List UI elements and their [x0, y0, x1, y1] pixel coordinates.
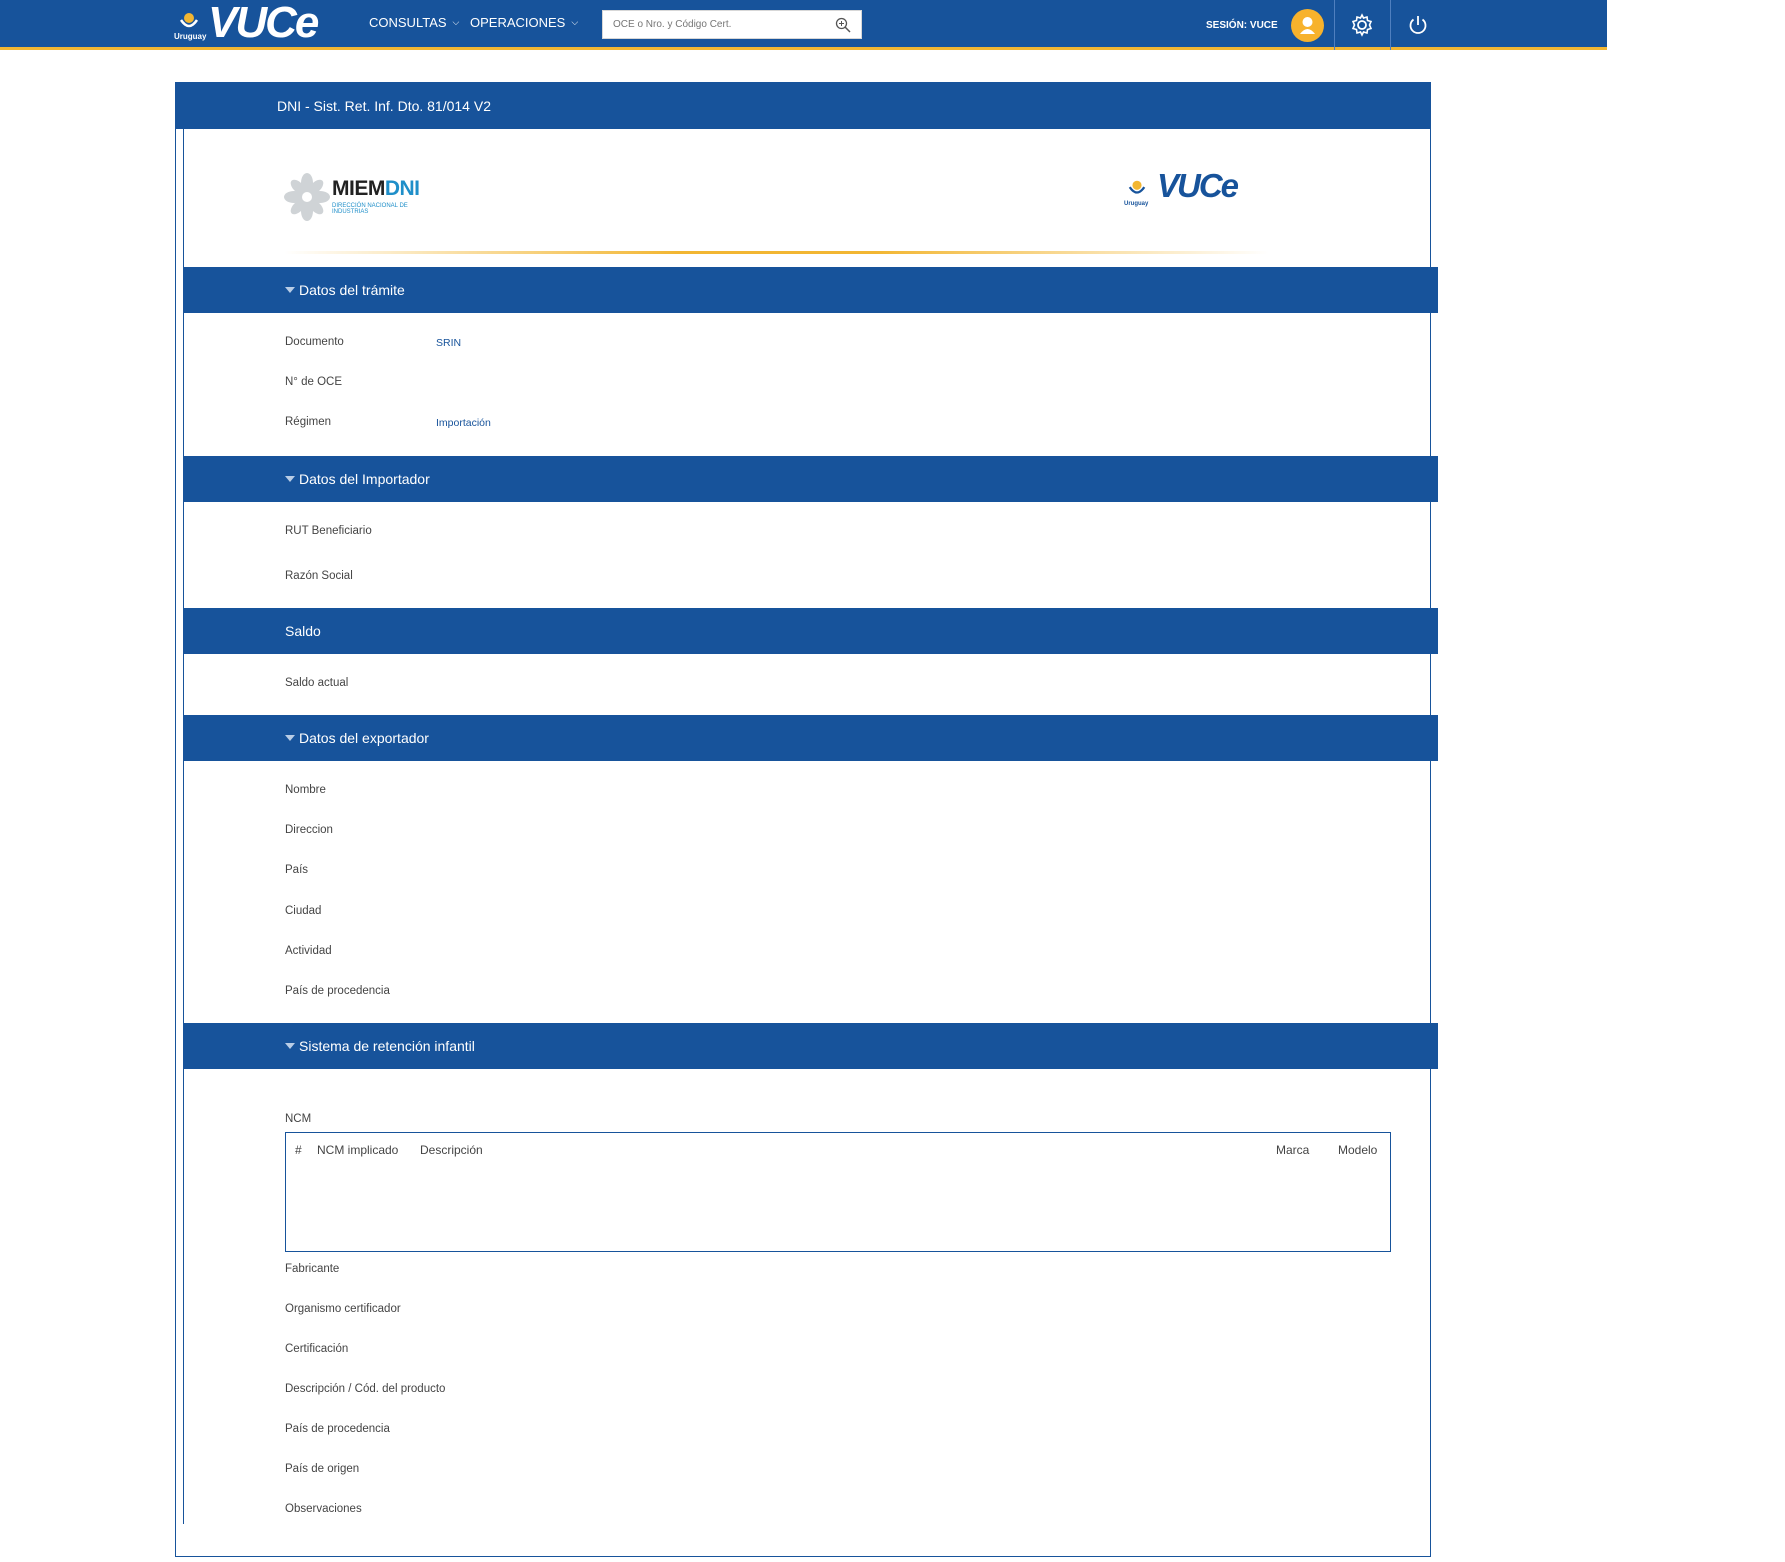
document-panel: [175, 82, 1431, 1557]
search-box: [602, 10, 862, 39]
miem-dni-wordmark: MIEMDNI: [332, 177, 420, 200]
vuce-logo-secondary: [1124, 169, 1269, 219]
divider: [1334, 0, 1335, 50]
field-label-regimen: Régimen: [285, 416, 332, 428]
field-label-direccion: Direccion: [285, 824, 333, 836]
nav-operaciones-label: OPERACIONES: [470, 15, 566, 30]
brand-word: VUCe: [208, 0, 318, 47]
table-header-ncm: NCM implicado: [317, 1143, 399, 1157]
field-label-rut: RUT Beneficiario: [285, 525, 372, 537]
field-label-saldo-actual: Saldo actual: [285, 677, 349, 689]
header-logos: [284, 169, 1269, 239]
nav-consultas[interactable]: [369, 15, 459, 30]
section-title: Datos del trámite: [299, 282, 405, 298]
section-header-saldo: [184, 608, 1438, 654]
brand-word: VUCe: [1157, 167, 1238, 204]
chevron-down-icon: ⌵: [452, 17, 460, 27]
divider: [1390, 0, 1391, 50]
gear-icon[interactable]: [1350, 13, 1374, 42]
field-label-ncm: NCM: [285, 1113, 312, 1125]
caret-down-icon: [285, 476, 295, 482]
brand-country: Uruguay: [174, 32, 207, 41]
nav-operaciones[interactable]: [470, 15, 578, 30]
field-label-documento: Documento: [285, 336, 344, 348]
field-label-pais-origen: País de origen: [285, 1463, 360, 1475]
nav-consultas-label: CONSULTAS: [369, 15, 447, 30]
field-label-nombre: Nombre: [285, 784, 326, 796]
top-navbar: [0, 0, 1607, 50]
search-input[interactable]: [603, 11, 843, 38]
table-header-descripcion: Descripción: [420, 1143, 483, 1157]
gold-divider: [284, 251, 1269, 254]
table-header-index: #: [295, 1143, 302, 1157]
session-label: SESIÓN: VUCE: [1206, 20, 1278, 31]
section-title: Saldo: [285, 623, 321, 639]
section-header-importador[interactable]: [184, 456, 1438, 502]
field-label-descripcion-producto: Descripción / Cód. del producto: [285, 1383, 446, 1395]
search-icon[interactable]: [835, 17, 851, 38]
field-label-oce: N° de OCE: [285, 376, 343, 388]
field-label-razon-social: Razón Social: [285, 570, 353, 582]
brand-country: Uruguay: [1124, 201, 1149, 207]
field-value-documento: SRIN: [436, 337, 462, 349]
caret-down-icon: [285, 287, 295, 293]
uruguay-sun-icon: [1127, 178, 1147, 198]
section-header-sri[interactable]: [184, 1023, 1438, 1069]
uruguay-sun-icon: [178, 10, 200, 32]
field-label-organismo: Organismo certificador: [285, 1303, 401, 1315]
vuce-logo[interactable]: [172, 0, 318, 47]
section-title: Datos del exportador: [299, 730, 429, 746]
miem-dni-logo: [284, 169, 444, 224]
caret-down-icon: [285, 735, 295, 741]
section-header-exportador[interactable]: [184, 715, 1438, 761]
section-title: Datos del Importador: [299, 471, 430, 487]
panel-title: DNI - Sist. Ret. Inf. Dto. 81/014 V2: [176, 83, 1430, 129]
section-title: Sistema de retención infantil: [299, 1038, 475, 1054]
field-value-regimen: Importación: [436, 417, 491, 429]
field-label-certificacion: Certificación: [285, 1343, 349, 1355]
field-label-observaciones: Observaciones: [285, 1503, 362, 1515]
field-label-fabricante: Fabricante: [285, 1263, 340, 1275]
field-label-pais-procedencia: País de procedencia: [285, 1423, 390, 1435]
ncm-table: [285, 1132, 1391, 1252]
miem-dni-subtitle: DIRECCIÓN NACIONAL DE INDUSTRIAS: [332, 203, 408, 215]
field-label-pais-procedencia: País de procedencia: [285, 985, 390, 997]
chevron-down-icon: ⌵: [571, 17, 579, 27]
user-avatar-icon[interactable]: [1291, 9, 1324, 42]
table-header-modelo: Modelo: [1338, 1143, 1378, 1157]
caret-down-icon: [285, 1043, 295, 1049]
miem-flower-icon: [284, 173, 330, 221]
panel-body: [183, 129, 1445, 1524]
field-label-pais: País: [285, 864, 309, 876]
table-header-marca: Marca: [1276, 1143, 1310, 1157]
field-label-ciudad: Ciudad: [285, 905, 322, 917]
field-label-actividad: Actividad: [285, 945, 332, 957]
section-header-tramite[interactable]: [184, 267, 1438, 313]
power-icon[interactable]: [1406, 13, 1430, 42]
